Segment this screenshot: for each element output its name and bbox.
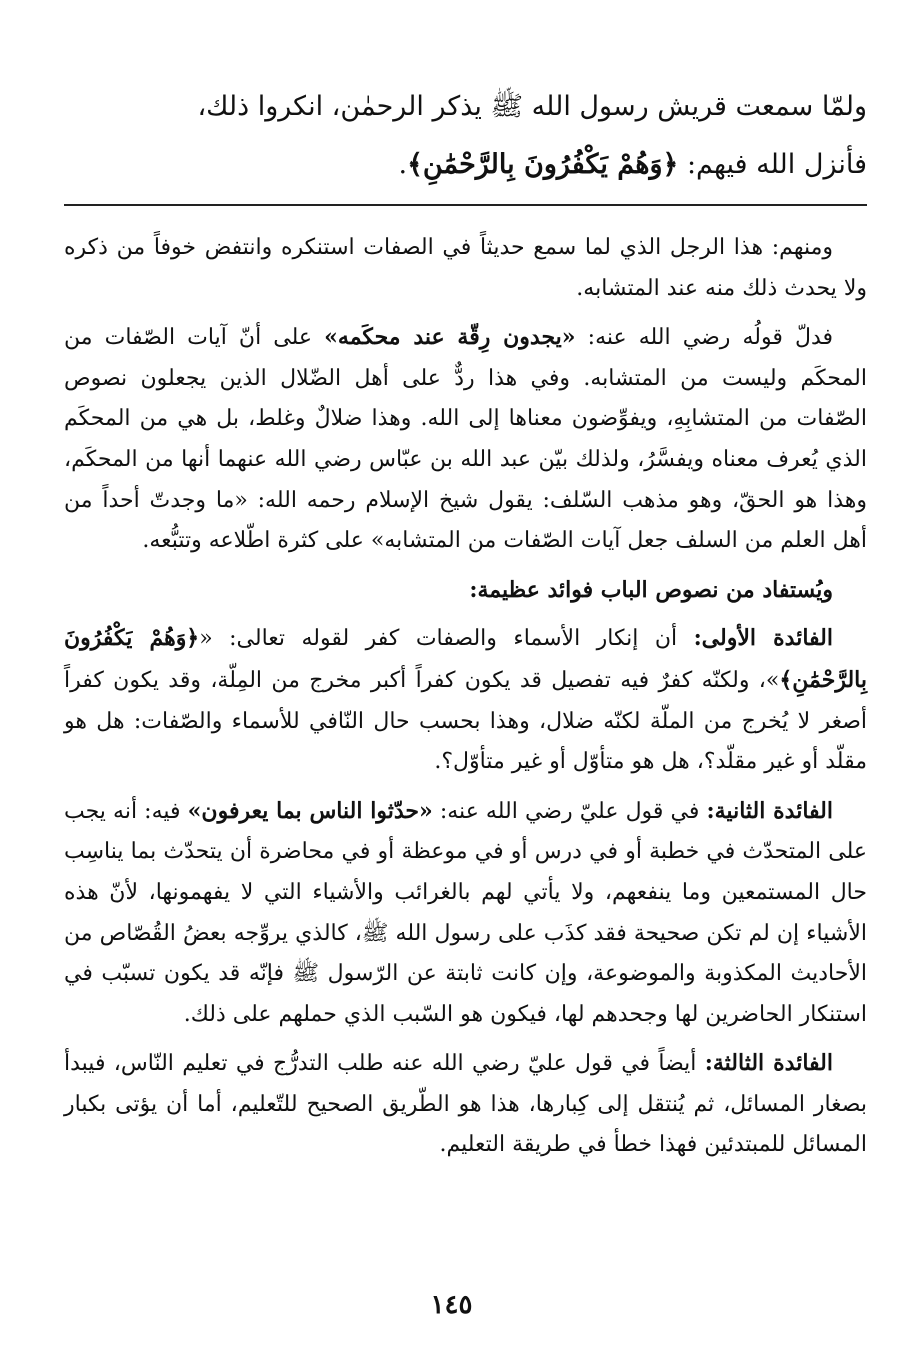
benefit-3-label: الفائدة الثالثة: xyxy=(704,1050,834,1077)
benefit-1-label: الفائدة الأولى: xyxy=(693,625,833,652)
benefit-3-part-a: أيضاً في قول عليّ رضي الله عنه طلب التدرُّج في تعليم النّاس، فيبدأ بصغار المسائل، ثم يُنتقل إلى كِبارها، هذا هو الطّريق الصحيح للتّعليم، أما أن يؤتى بكبار المسائل للمبتدئين فهذا خطأ في طريقة التعليم. xyxy=(64,1051,867,1158)
section-heading: ويُستفاد من نصوص الباب فوائد عظيمة: xyxy=(469,576,833,603)
benefit-2-part-c: فيه: أنه يجب على المتحدّث في خطبة أو في درس أو في موعظة أو في محاضرة أن يتحدّث بما يناسِب حال المستمعين وما ينفعهم، ولا يأتي لهم بالغرائب والأشياء التي لا يفهمونها، لأنّ هذه الأشياء إن لم تكن صحيحة فقد كذَب على رسول الله ﷺ، كالذي يروِّجه بعضُ القُصّاص من الأحاديث المكذوبة والموضوعة، وإن كانت ثابتة عن الرّسول ﷺ فإنّه قد يكون تسبّب في استنكار الحاضرين لها وجحدهم لها، فيكون هو السّبب الذي حملهم على ذلك. xyxy=(64,798,867,1027)
paragraph-2-quote: «يجدون رِقّة عند محكَمه» xyxy=(324,324,576,351)
benefit-2-label: الفائدة الثانية: xyxy=(706,797,833,824)
horizontal-divider xyxy=(64,204,867,206)
benefit-1-verse: ﴿وَهُمْ يَكْفُرُونَ بِالرَّحْمَٰنِ﴾ xyxy=(64,625,867,693)
paragraph-2-part-c: على أنّ آيات الصّفات من المحكَم وليست من المتشابه. وفي هذا ردٌّ على أهل الضّلال الذين يجعلون نصوص الصّفات من المتشابِهِ، ويفوِّضون معناها إلى الله. وهذا ضلالٌ وغلط، بل هي من المحكَم الذي يُعرف معناه ويفسَّرُ، ولذلك بيّن عبد الله بن عبّاس رضي الله عنهما أنها من المحكَم، وهذا هو الحقّ، وهو مذهب السّلف: يقول شيخ الإسلام رحمه الله: «ما وجدتّ أحداً من أهل العلم من السلف جعل آيات الصّفات من المتشابه» على كثرة اطّلاعه وتتبُّعه. xyxy=(64,325,867,554)
paragraph-benefit-1 xyxy=(64,618,867,782)
paragraph-2-part-a: فدلّ قولُه رضي الله عنه: xyxy=(575,325,834,351)
quoted-line-1: ولمّا سمعت قريش رسول الله ﷺ يذكر الرحمٰن، انكروا ذلك، xyxy=(197,91,867,122)
paragraph-benefit-3 xyxy=(64,1043,867,1166)
benefit-2-part-a: في قول عليّ رضي الله عنه: xyxy=(432,798,707,824)
benefit-1-part-b: »، ولكنّه كفرٌ فيه تفصيل قد يكون كفراً أكبر مخرج من المِلّة، وقد يكون كفراً أصغر لا يُخرج من الملّة لكنّه ضلال، وهذا بحسب حال النّافي للأسماء والصّفات: هل هو مقلّد أو غير مقلّد؟، هل هو متأوّل أو غير متأوّل؟. xyxy=(64,667,867,775)
quoted-line-2-prefix: فأنزل الله فيهم: xyxy=(678,149,867,180)
quran-verse: ﴿وَهُمْ يَكْفُرُونَ بِالرَّحْمَٰنِ﴾ xyxy=(407,149,679,180)
quoted-passage xyxy=(64,78,867,194)
benefit-1-part-a: أن إنكار الأسماء والصفات كفر لقوله تعالى: « xyxy=(199,626,694,652)
page-number: ١٤٥ xyxy=(430,1290,473,1320)
paragraph-1: ومنهم: هذا الرجل الذي لما سمع حديثاً في الصفات استنكره وانتفض خوفاً من ذكره ولا يحدث ذلك منه عند المتشابه. xyxy=(64,235,867,301)
paragraph-2 xyxy=(64,317,867,562)
quoted-line-2-suffix: . xyxy=(398,149,408,180)
benefit-2-quote: «حدّثوا الناس بما يعرفون» xyxy=(187,797,433,824)
paragraph-benefit-2 xyxy=(64,791,867,1036)
